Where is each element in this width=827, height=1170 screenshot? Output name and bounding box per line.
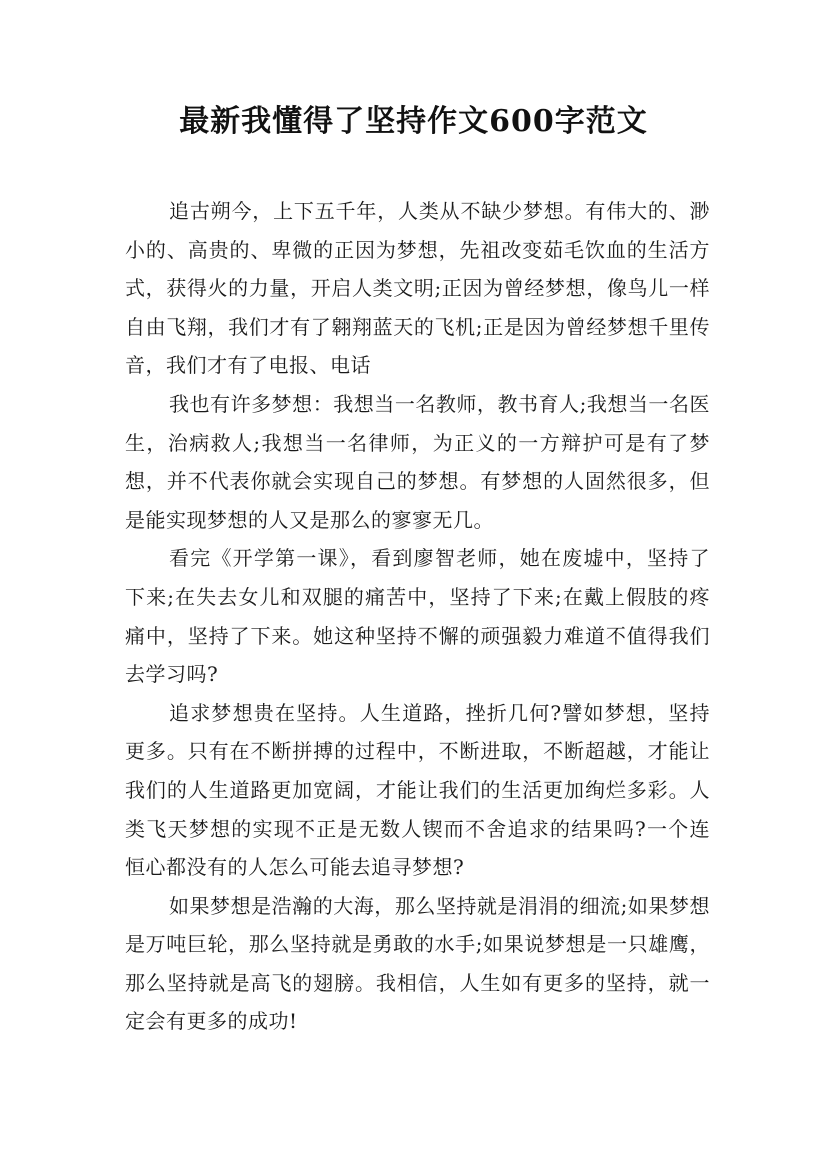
paragraph-4: 追求梦想贵在坚持。人生道路，挫折几何?譬如梦想，坚持更多。只有在不断拼搏的过程中，不断进取，不断超越，才能让我们的人生道路更加宽阔，才能让我们的生活更加绚烂多彩。人类飞天梦想的实现不正是无数人锲而不舍追求的结果吗?一个连恒心都没有的人怎么可能去追寻梦想? [125,700,710,880]
paragraph-2: 我也有许多梦想：我想当一名教师，教书育人;我想当一名医生，治病救人;我想当一名律师，为正义的一方辩护可是有了梦想，并不代表你就会实现自己的梦想。有梦想的人固然很多，但是能实现梦想的人又是那么的寥寥无几。 [125,391,710,532]
paragraph-1: 追古朔今，上下五千年，人类从不缺少梦想。有伟大的、渺小的、高贵的、卑微的正因为梦想，先祖改变茹毛饮血的生活方式，获得火的力量，开启人类文明;正因为曾经梦想，像鸟儿一样自由飞翔，我们才有了翱翔蓝天的飞机;正是因为曾经梦想千里传音，我们才有了电报、电话 [125,199,710,378]
document-title: 最新我懂得了坚持作文600字范文 [179,104,648,139]
paragraph-3: 看完《开学第一课》，看到廖智老师，她在废墟中，坚持了下来;在失去女儿和双腿的痛苦中，坚持了下来;在戴上假肢的疼痛中，坚持了下来。她这种坚持不懈的顽强毅力难道不值得我们去学习吗? [125,546,710,687]
paragraph-5: 如果梦想是浩瀚的大海，那么坚持就是涓涓的细流;如果梦想是万吨巨轮，那么坚持就是勇敢的水手;如果说梦想是一只雄鹰，那么坚持就是高飞的翅膀。我相信，人生如有更多的坚持，就一定会有更多的成功! [125,893,710,1034]
document-body [125,192,710,1041]
